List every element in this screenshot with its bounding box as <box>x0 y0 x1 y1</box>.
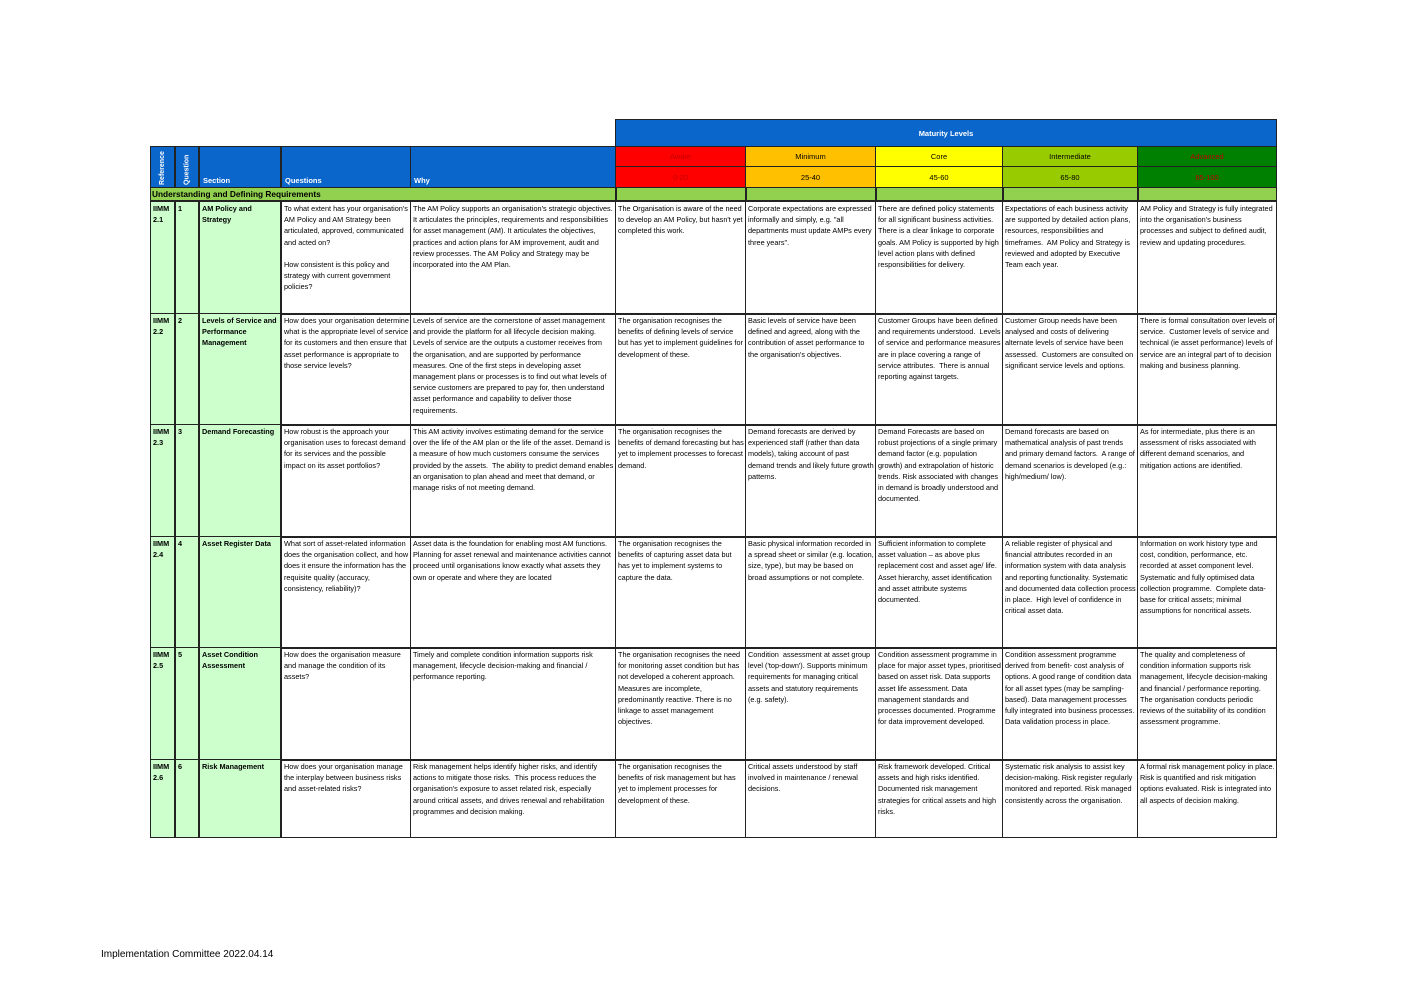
cell-text-advanced: The quality and completeness of condition information supports risk management, lifecycle decision-making and financial / performance reporting. The organisation conducts periodic reviews of the suitability of its condition assessment programme. <box>1140 650 1270 727</box>
cell-text-minimum: Condition assessment at asset group level ('top-down'). Supports minimum requirements for managing critical assets and statutory requirements (e.g. safety). <box>748 650 873 704</box>
level-range-minimum: 25-40 <box>745 166 876 188</box>
cell-advanced <box>1137 313 1277 426</box>
cell-q <box>175 647 199 761</box>
cell-advanced <box>1137 424 1277 538</box>
cell-core <box>875 536 1003 649</box>
cell-core <box>875 424 1003 538</box>
cell-text-why: Timely and complete condition information supports risk management, lifecycle decision-making and financial / performance reporting. <box>413 650 595 682</box>
cell-text-intermediate: Demand forecasts are based on mathematical analysis of past trends and primary demand factors. A range of demand scenarios is developed (e.g.: high/medium/ low). <box>1005 427 1137 481</box>
cell-ref <box>150 647 175 761</box>
cell-text-minimum: Basic levels of service have been defined and agreed, along with the contribution of asset performance to the organisation's objectives. <box>748 316 867 359</box>
cell-text-core: Risk framework developed. Critical assets and high risks identified. Documented risk management strategies for critical assets and high risks. <box>878 762 999 816</box>
cell-section <box>199 647 281 761</box>
header-question: Question <box>175 146 199 188</box>
cell-intermediate <box>1002 647 1138 761</box>
cell-q <box>175 201 199 315</box>
cell-ref <box>150 313 175 426</box>
cell-text-question: How does the organisation measure and manage the condition of its assets? <box>284 650 403 682</box>
section-title: Understanding and Defining Requirements <box>152 189 321 199</box>
cell-text-ref: IIMM 2.5 <box>153 650 172 671</box>
cell-intermediate <box>1002 313 1138 426</box>
cell-q <box>175 313 199 426</box>
cell-q <box>175 759 199 838</box>
cell-text-aware: The organisation recognises the need for monitoring asset condition but has not developed a coherent approach. Measures are incomplete, predominantly reactive. There is no linkage to asset management objectives. <box>618 650 743 727</box>
cell-text-core: Condition assessment programme in place for major asset types, prioritised based on asset risk. Data supports asset life assessment. Data management standards and processes documented. Programme for data improvement developed. <box>878 650 1003 727</box>
level-range-aware: 0-20 <box>615 166 746 188</box>
cell-core <box>875 313 1003 426</box>
section-bar-divider <box>1137 187 1139 201</box>
level-range-intermediate: 65-80 <box>1002 166 1138 188</box>
cell-text-ref: IIMM 2.2 <box>153 316 172 337</box>
cell-text-advanced: Information on work history type and cost, condition, performance, etc. recorded at asset component level. Systematic and fully optimised data collection programme. Complete data-base for critical assets; minimal assumptions for noncritical assets. <box>1140 539 1266 616</box>
cell-text-question: What sort of asset-related information does the organisation collect, and how does it ensure the information has the requisite quality (accuracy, consistency, reliability)? <box>284 539 411 593</box>
cell-minimum <box>745 201 876 315</box>
cell-text-question: How does your organisation manage the interplay between business risks and asset-related risks? <box>284 762 405 794</box>
cell-text-aware: The Organisation is aware of the need to develop an AM Policy, but hasn't yet completed this work. <box>618 204 745 236</box>
cell-question <box>281 424 411 538</box>
cell-q <box>175 536 199 649</box>
cell-advanced <box>1137 536 1277 649</box>
cell-text-why: The AM Policy supports an organisation's strategic objectives. It articulates the principles, requirements and responsibilities for asset management (AM). It articulates the objectives, practices and action plans for AM improvement, audit and review processes. The AM Policy and Strategy may be incorporated into the AM Plan. <box>413 204 617 270</box>
cell-ref <box>150 424 175 538</box>
cell-aware <box>615 759 746 838</box>
cell-why <box>410 424 616 538</box>
header-questions: Questions <box>281 146 411 188</box>
section-bar-divider <box>615 187 617 201</box>
cell-text-minimum: Basic physical information recorded in a spread sheet or similar (e.g. location, size, type), but may be based on broad assumptions or not complete. <box>748 539 876 582</box>
section-bar-divider <box>1002 187 1004 201</box>
cell-text-q: 1 <box>178 204 183 213</box>
cell-text-why: Asset data is the foundation for enabling most AM functions. Planning for asset renewal and maintenance activities cannot proceed until organisations know exactly what assets they own or operate and where they are located <box>413 539 613 582</box>
cell-text-core: Customer Groups have been defined and requirements understood. Levels of service and performance measures are in place covering a range of service attributes. There is annual reporting against targets. <box>878 316 1003 382</box>
cell-why <box>410 647 616 761</box>
cell-text-q: 4 <box>178 539 183 548</box>
header-section: Section <box>199 146 281 188</box>
cell-text-section: Demand Forecasting <box>202 427 275 436</box>
cell-text-section: Asset Condition Assessment <box>202 650 260 671</box>
cell-section <box>199 201 281 315</box>
cell-text-section: AM Policy and Strategy <box>202 204 254 225</box>
cell-text-intermediate: Condition assessment programme derived from benefit- cost analysis of options. A good range of condition data for all asset types (may be sampling- based). Data management processes fully integrated into business processes. Data validation process in place. <box>1005 650 1137 727</box>
footer-text: Implementation Committee 2022.04.14 <box>101 949 274 960</box>
cell-text-q: 5 <box>178 650 183 659</box>
cell-text-aware: The organisation recognises the benefits of risk management but has yet to implement processes for development of these. <box>618 762 738 805</box>
cell-question <box>281 313 411 426</box>
cell-text-section: Asset Register Data <box>202 539 271 548</box>
cell-aware <box>615 313 746 426</box>
cell-core <box>875 647 1003 761</box>
cell-text-advanced: As for intermediate, plus there is an assessment of risks associated with different demand scenarios, and mitigation actions are identified. <box>1140 427 1259 470</box>
cell-text-q: 3 <box>178 427 183 436</box>
cell-aware <box>615 536 746 649</box>
cell-text-question: How does your organisation determine what is the appropriate level of service for its customers and then ensure that asset performance is appropriate to those service levels? <box>284 316 411 370</box>
header-why: Why <box>410 146 616 188</box>
level-name-intermediate: Intermediate <box>1002 146 1138 167</box>
cell-text-advanced: A formal risk management policy in place. Risk is quantified and risk mitigation options evaluated. Risk is integrated into all aspects of decision making. <box>1140 762 1279 805</box>
maturity-levels-title: Maturity Levels <box>918 128 974 138</box>
cell-text-aware: The organisation recognises the benefits of capturing asset data but has yet to implement systems to capture the data. <box>618 539 734 582</box>
cell-section <box>199 424 281 538</box>
cell-minimum <box>745 647 876 761</box>
level-name-aware: Aware <box>615 146 746 167</box>
cell-intermediate <box>1002 424 1138 538</box>
cell-core <box>875 759 1003 838</box>
cell-minimum <box>745 759 876 838</box>
cell-ref <box>150 201 175 315</box>
cell-aware <box>615 201 746 315</box>
cell-why <box>410 536 616 649</box>
cell-text-why: This AM activity involves estimating demand for the service over the life of the AM plan or the life of the asset. Demand is a measure of how much customers consume the services provided by the assets. The ability to predict demand enables an organisation to plan ahead and meet that demand, or manage risks of not meeting demand. <box>413 427 616 493</box>
cell-ref <box>150 536 175 649</box>
cell-text-section: Levels of Service and Performance Management <box>202 316 279 348</box>
cell-text-advanced: There is formal consultation over levels of service. Customer levels of service and technical (ie asset performance) levels of service are an integral part of to decision making and business planning. <box>1140 316 1277 370</box>
cell-text-question: How robust is the approach your organisation uses to forecast demand for its services and the possible impact on its asset portfolios? <box>284 427 408 470</box>
cell-ref <box>150 759 175 838</box>
cell-text-intermediate: Systematic risk analysis to assist key decision-making. Risk register regularly monitored and reported. Risk managed consistently across the organisation. <box>1005 762 1135 805</box>
cell-text-why: Levels of service are the cornerstone of asset management and provide the platform for all lifecycle decision making. Levels of service are the outputs a customer receives from the organisation, and are supported by performance measures. One of the first steps in developing asset management plans or processes is to find out what levels of service customers are prepared to pay for, then understand asset performance and capability to deliver those requirements. <box>413 316 609 415</box>
cell-text-aware: The organisation recognises the benefits of demand forecasting but has yet to implement processes to forecast demand. <box>618 427 746 470</box>
cell-text-intermediate: Customer Group needs have been analysed and costs of delivering alternate levels of service have been assessed. Customers are consulted on significant service levels and options. <box>1005 316 1136 370</box>
cell-text-why: Risk management helps identify higher risks, and identify actions to mitigate those risks. This process reduces the organisation's exposure to asset related risk, especially around critical assets, and drives renewal and rehabilitation programmes and decision making. <box>413 762 607 816</box>
cell-text-minimum: Critical assets understood by staff involved in maintenance / renewal decisions. <box>748 762 860 794</box>
level-range-advanced: 85-100 <box>1137 166 1277 188</box>
cell-question <box>281 759 411 838</box>
maturity-levels-banner <box>615 119 1277 147</box>
header-reference: Reference <box>150 146 175 188</box>
cell-question <box>281 647 411 761</box>
cell-text-intermediate: Expectations of each business activity are supported by detailed action plans, resources, responsibilities and timeframes. AM Policy and Strategy is reviewed and adopted by Executive Team each year. <box>1005 204 1133 270</box>
level-range-core: 45-60 <box>875 166 1003 188</box>
cell-core <box>875 201 1003 315</box>
cell-why <box>410 313 616 426</box>
cell-text-ref: IIMM 2.1 <box>153 204 172 225</box>
cell-intermediate <box>1002 536 1138 649</box>
cell-intermediate <box>1002 201 1138 315</box>
cell-section <box>199 536 281 649</box>
cell-aware <box>615 647 746 761</box>
cell-minimum <box>745 536 876 649</box>
cell-q <box>175 424 199 538</box>
cell-intermediate <box>1002 759 1138 838</box>
cell-text-ref: IIMM 2.6 <box>153 762 172 783</box>
cell-section <box>199 313 281 426</box>
cell-section <box>199 759 281 838</box>
level-name-minimum: Minimum <box>745 146 876 167</box>
cell-text-q: 6 <box>178 762 183 771</box>
cell-question <box>281 536 411 649</box>
cell-advanced <box>1137 201 1277 315</box>
cell-why <box>410 201 616 315</box>
cell-text-advanced: AM Policy and Strategy is fully integrated into the organisation's business processes and subject to defined audit, review and updating procedures. <box>1140 204 1275 247</box>
section-bar-divider <box>745 187 747 201</box>
cell-text-q: 2 <box>178 316 183 325</box>
cell-text-ref: IIMM 2.4 <box>153 539 172 560</box>
cell-minimum <box>745 313 876 426</box>
cell-question <box>281 201 411 315</box>
cell-text-section: Risk Management <box>202 762 265 771</box>
cell-text-core: There are defined policy statements for all significant business activities. There is a clear linkage to corporate goals. AM Policy is supported by high level action plans with defined responsibilities for delivery. <box>878 204 1001 270</box>
cell-text-core: Sufficient information to complete asset valuation – as above plus replacement cost and asset age/ life. Asset hierarchy, asset identification and asset attribute systems documented. <box>878 539 1001 605</box>
section-bar-divider <box>875 187 877 201</box>
cell-why <box>410 759 616 838</box>
cell-text-minimum: Corporate expectations are expressed informally and simply, e.g. "all departments must update AMPs every three years". <box>748 204 874 247</box>
level-name-core: Core <box>875 146 1003 167</box>
cell-advanced <box>1137 647 1277 761</box>
cell-text-core: Demand Forecasts are based on robust projections of a single primary demand factor (e.g. population growth) and extrapolation of historic trends. Risk associated with changes in demand is broadly understood and documented. <box>878 427 1001 504</box>
cell-text-question: To what extent has your organisation's AM Policy and AM Strategy been articulated, approved, communicated and acted on? How consistent is this policy and strategy with current government policies? <box>284 204 408 292</box>
cell-advanced <box>1137 759 1277 838</box>
level-name-advanced: Advanced <box>1137 146 1277 167</box>
cell-text-minimum: Demand forecasts are derived by experienced staff (rather than data models), taking account of past demand trends and likely future growth patterns. <box>748 427 876 481</box>
cell-text-ref: IIMM 2.3 <box>153 427 172 448</box>
cell-text-intermediate: A reliable register of physical and financial attributes recorded in an information system with data analysis and reporting functionality. Systematic and documented data collection process in place. High level of confidence in critical asset data. <box>1005 539 1138 616</box>
cell-minimum <box>745 424 876 538</box>
cell-text-aware: The organisation recognises the benefits of defining levels of service but has yet to implement guidelines for development of these. <box>618 316 745 359</box>
cell-aware <box>615 424 746 538</box>
